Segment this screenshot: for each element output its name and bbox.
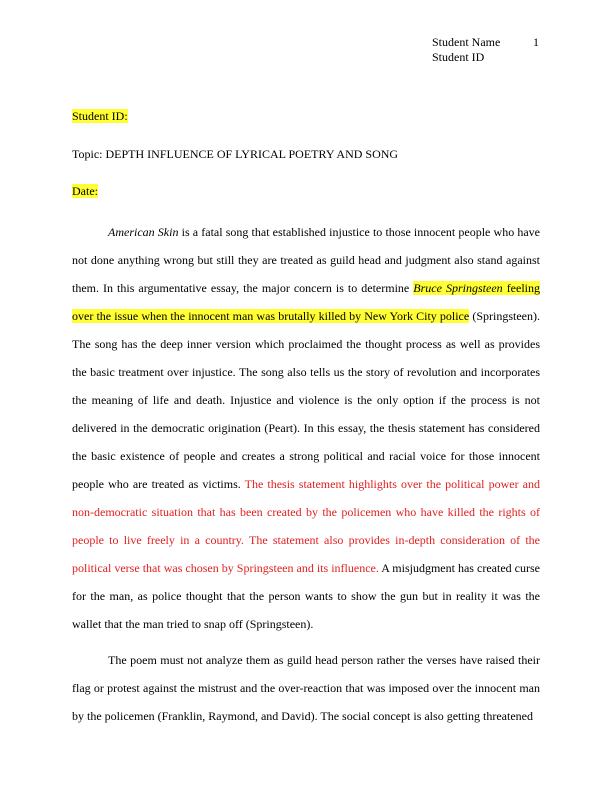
- essay-body: [72, 218, 540, 730]
- highlighted-phrase: feeling over the issue when the innocent man was brutally killed by New York City police: [72, 281, 541, 323]
- song-title: American Skin: [108, 225, 179, 239]
- paragraph-2: The poem must not analyze them as guild head person rather the verses have raised their flag or protest against the mistrust and the over-reaction that was imposed over the innocent man by the policemen (Franklin, Raymond, and David). The social concept is also getting threatened: [72, 653, 540, 723]
- paragraph-1: [72, 218, 540, 638]
- paragraph-1-sentence-a: is a fatal song that established injustice to those innocent people who have not done anything wrong but still they are treated as guild head and judgment also stand against them. In this argumentative essay, the major concern is to determine: [72, 225, 541, 295]
- header-student-id: Student ID: [432, 50, 485, 64]
- date-field: [72, 184, 540, 199]
- page-header: [432, 35, 542, 65]
- thesis-statement: The thesis statement highlights over the political power and non-democratic situation that has been created by the policemen who have killed the rights of people to live freely in a country. The statement also provides in-depth consideration of the political verse that was chosen by Springsteen and its influence.: [72, 477, 540, 575]
- paragraph-1-sentence-b: (Springsteen). The song has the deep inner version which proclaimed the thought process as well as provides the basic treatment over injustice. The song also tells us the story of revolution and incorporates the meaning of life and death. Injustice and violence is the only option if the process is not delivered in the democratic origination (Peart). In this essay, the thesis statement has considered the basic existence of people and creates a strong political and racial voice for those innocent people who are treated as victims.: [72, 309, 540, 491]
- topic-line: Topic: DEPTH INFLUENCE OF LYRICAL POETRY AND SONG: [72, 147, 399, 161]
- student-id-field: [72, 109, 540, 124]
- page-number: 1: [533, 35, 539, 49]
- paragraph-1-sentence-c: A misjudgment has created curse for the man, as police thought that the person wants to show the gun but in reality it was the wallet that the man tried to snap off (Springsteen).: [72, 561, 540, 631]
- date-label: Date:: [72, 184, 98, 198]
- header-student-name: Student Name: [432, 35, 501, 49]
- artist-name: Bruce Springsteen: [413, 281, 503, 295]
- student-id-label: Student ID:: [72, 109, 128, 123]
